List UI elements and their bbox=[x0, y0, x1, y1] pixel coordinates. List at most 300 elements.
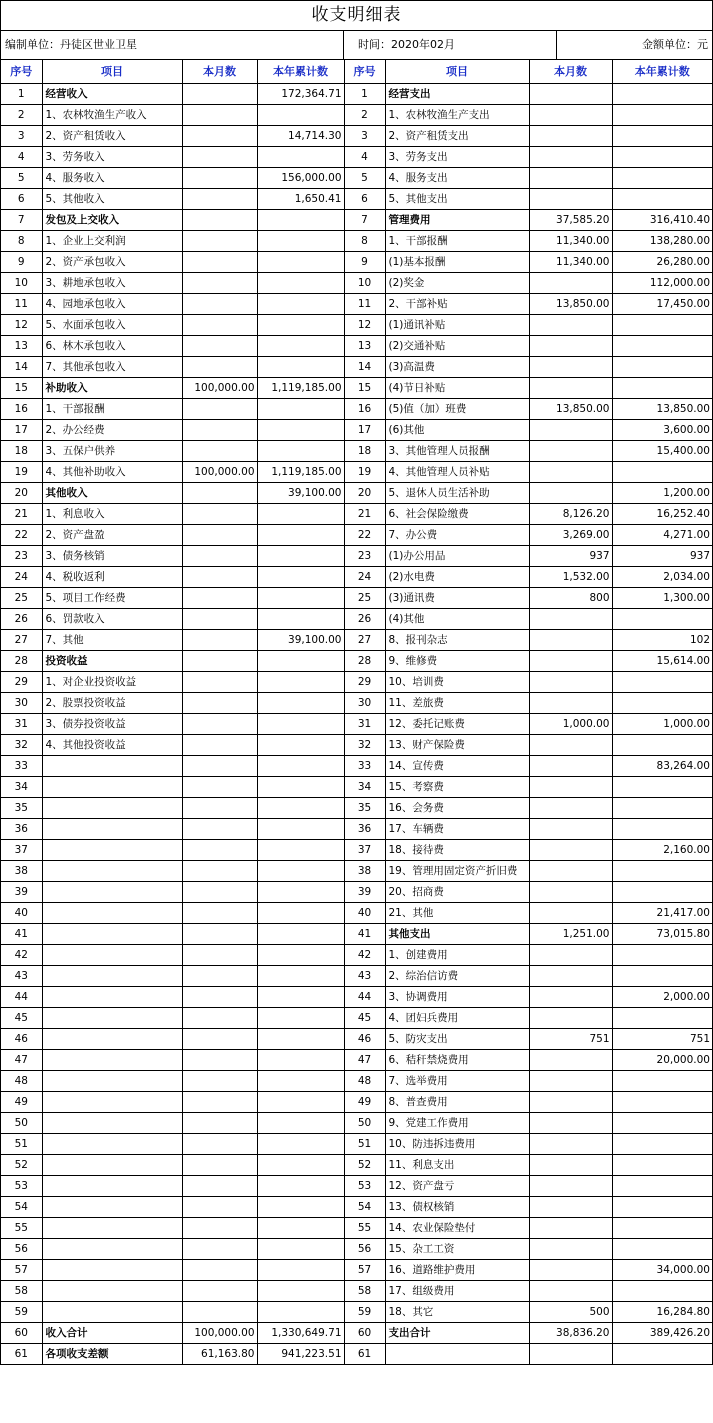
row-seq-right: 13 bbox=[344, 335, 385, 356]
row-income-ytd bbox=[257, 251, 344, 272]
row-income-ytd bbox=[257, 1175, 344, 1196]
row-seq-left: 58 bbox=[1, 1280, 42, 1301]
row-expense-item: 18、其它 bbox=[385, 1301, 529, 1322]
row-income-item: 2、资产承包收入 bbox=[42, 251, 182, 272]
row-seq-left: 30 bbox=[1, 692, 42, 713]
table-row bbox=[1, 1028, 712, 1049]
row-expense-ytd bbox=[612, 1112, 712, 1133]
row-expense-item: 7、选举费用 bbox=[385, 1070, 529, 1091]
row-income-ytd bbox=[257, 1217, 344, 1238]
row-expense-month: 3,269.00 bbox=[529, 524, 612, 545]
row-income-item: 各项收支差额 bbox=[42, 1343, 182, 1364]
table-row bbox=[1, 1280, 712, 1301]
table-row bbox=[1, 251, 712, 272]
header-month-left: 本月数 bbox=[182, 60, 257, 83]
row-seq-right: 7 bbox=[344, 209, 385, 230]
row-expense-month bbox=[529, 755, 612, 776]
row-income-item bbox=[42, 1280, 182, 1301]
row-income-ytd bbox=[257, 1070, 344, 1091]
row-seq-left: 23 bbox=[1, 545, 42, 566]
row-seq-left: 7 bbox=[1, 209, 42, 230]
row-seq-left: 33 bbox=[1, 755, 42, 776]
row-expense-item: (2)奖金 bbox=[385, 272, 529, 293]
row-seq-right: 55 bbox=[344, 1217, 385, 1238]
row-expense-ytd bbox=[612, 125, 712, 146]
row-seq-right: 40 bbox=[344, 902, 385, 923]
row-expense-ytd: 16,252.40 bbox=[612, 503, 712, 524]
table-row bbox=[1, 419, 712, 440]
row-expense-item: (2)水电费 bbox=[385, 566, 529, 587]
row-income-ytd bbox=[257, 671, 344, 692]
row-expense-item: 2、资产租赁支出 bbox=[385, 125, 529, 146]
row-expense-month bbox=[529, 335, 612, 356]
row-seq-left: 27 bbox=[1, 629, 42, 650]
row-income-month bbox=[182, 440, 257, 461]
row-income-item bbox=[42, 881, 182, 902]
row-expense-month: 1,251.00 bbox=[529, 923, 612, 944]
row-expense-ytd bbox=[612, 860, 712, 881]
row-expense-ytd: 16,284.80 bbox=[612, 1301, 712, 1322]
row-expense-ytd bbox=[612, 1154, 712, 1175]
row-expense-month: 13,850.00 bbox=[529, 398, 612, 419]
row-seq-left: 42 bbox=[1, 944, 42, 965]
row-income-ytd bbox=[257, 314, 344, 335]
row-seq-right: 38 bbox=[344, 860, 385, 881]
row-income-ytd bbox=[257, 146, 344, 167]
row-income-month bbox=[182, 314, 257, 335]
row-seq-left: 8 bbox=[1, 230, 42, 251]
row-income-item: 经营收入 bbox=[42, 83, 182, 104]
row-income-item: 收入合计 bbox=[42, 1322, 182, 1343]
row-expense-item: 9、党建工作费用 bbox=[385, 1112, 529, 1133]
table-row bbox=[1, 797, 712, 818]
row-expense-month bbox=[529, 1070, 612, 1091]
row-income-month bbox=[182, 335, 257, 356]
row-income-item bbox=[42, 1028, 182, 1049]
row-expense-ytd bbox=[612, 965, 712, 986]
row-expense-item: 5、其他支出 bbox=[385, 188, 529, 209]
row-expense-item: 6、秸秆禁烧费用 bbox=[385, 1049, 529, 1070]
table-row bbox=[1, 545, 712, 566]
table-row bbox=[1, 776, 712, 797]
row-income-month bbox=[182, 671, 257, 692]
row-income-item bbox=[42, 755, 182, 776]
row-seq-left: 39 bbox=[1, 881, 42, 902]
row-income-item: 4、其他投资收益 bbox=[42, 734, 182, 755]
row-income-ytd bbox=[257, 587, 344, 608]
row-expense-item: 18、接待费 bbox=[385, 839, 529, 860]
row-income-ytd: 1,119,185.00 bbox=[257, 377, 344, 398]
table-row bbox=[1, 377, 712, 398]
table-body bbox=[1, 83, 712, 1364]
row-seq-right: 15 bbox=[344, 377, 385, 398]
row-income-month bbox=[182, 1154, 257, 1175]
row-income-item: 3、五保户供养 bbox=[42, 440, 182, 461]
row-expense-ytd bbox=[612, 461, 712, 482]
row-expense-month bbox=[529, 629, 612, 650]
row-seq-left: 26 bbox=[1, 608, 42, 629]
row-income-month bbox=[182, 692, 257, 713]
row-seq-right: 21 bbox=[344, 503, 385, 524]
row-expense-item: 7、办公费 bbox=[385, 524, 529, 545]
row-seq-right: 17 bbox=[344, 419, 385, 440]
row-seq-left: 35 bbox=[1, 797, 42, 818]
row-income-item bbox=[42, 1154, 182, 1175]
table-row bbox=[1, 923, 712, 944]
row-expense-ytd bbox=[612, 1217, 712, 1238]
row-expense-ytd bbox=[612, 1343, 712, 1364]
row-income-ytd bbox=[257, 1133, 344, 1154]
row-expense-month bbox=[529, 167, 612, 188]
row-expense-ytd bbox=[612, 314, 712, 335]
row-expense-ytd: 316,410.40 bbox=[612, 209, 712, 230]
table-row bbox=[1, 188, 712, 209]
row-expense-item: 12、委托记账费 bbox=[385, 713, 529, 734]
row-expense-ytd bbox=[612, 797, 712, 818]
row-income-ytd bbox=[257, 272, 344, 293]
row-expense-month bbox=[529, 608, 612, 629]
row-income-month bbox=[182, 1007, 257, 1028]
row-income-ytd bbox=[257, 209, 344, 230]
row-seq-right: 47 bbox=[344, 1049, 385, 1070]
row-expense-month bbox=[529, 377, 612, 398]
row-expense-month bbox=[529, 1217, 612, 1238]
row-income-ytd bbox=[257, 1091, 344, 1112]
row-income-month bbox=[182, 1196, 257, 1217]
row-expense-month bbox=[529, 986, 612, 1007]
row-expense-item: (5)值（加）班费 bbox=[385, 398, 529, 419]
row-expense-month bbox=[529, 902, 612, 923]
row-expense-item: 21、其他 bbox=[385, 902, 529, 923]
row-seq-left: 47 bbox=[1, 1049, 42, 1070]
row-expense-item: 17、车辆费 bbox=[385, 818, 529, 839]
row-seq-right: 10 bbox=[344, 272, 385, 293]
row-expense-item: 10、培训费 bbox=[385, 671, 529, 692]
row-income-item bbox=[42, 1133, 182, 1154]
row-seq-left: 41 bbox=[1, 923, 42, 944]
row-income-ytd bbox=[257, 797, 344, 818]
table-row bbox=[1, 1133, 712, 1154]
row-seq-right: 18 bbox=[344, 440, 385, 461]
row-income-item bbox=[42, 860, 182, 881]
row-income-item: 4、其他补助收入 bbox=[42, 461, 182, 482]
row-income-item: 5、水面承包收入 bbox=[42, 314, 182, 335]
row-seq-left: 37 bbox=[1, 839, 42, 860]
table-row bbox=[1, 1259, 712, 1280]
row-income-month bbox=[182, 818, 257, 839]
row-expense-month bbox=[529, 818, 612, 839]
row-income-item: 3、债券投资收益 bbox=[42, 713, 182, 734]
row-seq-right: 11 bbox=[344, 293, 385, 314]
row-expense-ytd bbox=[612, 608, 712, 629]
header-item-right: 项目 bbox=[385, 60, 529, 83]
row-income-ytd bbox=[257, 1196, 344, 1217]
row-seq-left: 43 bbox=[1, 965, 42, 986]
row-expense-month bbox=[529, 440, 612, 461]
row-seq-right: 54 bbox=[344, 1196, 385, 1217]
row-income-month bbox=[182, 482, 257, 503]
row-seq-right: 19 bbox=[344, 461, 385, 482]
row-expense-ytd: 4,271.00 bbox=[612, 524, 712, 545]
row-expense-item: (3)通讯费 bbox=[385, 587, 529, 608]
row-income-ytd bbox=[257, 293, 344, 314]
row-expense-ytd: 13,850.00 bbox=[612, 398, 712, 419]
row-income-month bbox=[182, 755, 257, 776]
table-row bbox=[1, 1301, 712, 1322]
row-seq-right: 36 bbox=[344, 818, 385, 839]
row-expense-month: 13,850.00 bbox=[529, 293, 612, 314]
row-income-ytd bbox=[257, 818, 344, 839]
table-row bbox=[1, 167, 712, 188]
row-income-item bbox=[42, 944, 182, 965]
row-income-ytd: 1,119,185.00 bbox=[257, 461, 344, 482]
row-expense-ytd bbox=[612, 734, 712, 755]
row-seq-left: 45 bbox=[1, 1007, 42, 1028]
row-seq-left: 19 bbox=[1, 461, 42, 482]
row-expense-item: 支出合计 bbox=[385, 1322, 529, 1343]
row-expense-month: 500 bbox=[529, 1301, 612, 1322]
row-seq-left: 20 bbox=[1, 482, 42, 503]
table-row bbox=[1, 440, 712, 461]
row-expense-ytd bbox=[612, 671, 712, 692]
row-expense-item: 1、干部报酬 bbox=[385, 230, 529, 251]
row-income-ytd bbox=[257, 839, 344, 860]
row-income-ytd bbox=[257, 1301, 344, 1322]
row-expense-ytd bbox=[612, 104, 712, 125]
row-expense-ytd bbox=[612, 1091, 712, 1112]
row-expense-item: 14、宣传费 bbox=[385, 755, 529, 776]
row-expense-ytd: 1,000.00 bbox=[612, 713, 712, 734]
row-expense-month bbox=[529, 944, 612, 965]
table-row bbox=[1, 860, 712, 881]
table-row bbox=[1, 356, 712, 377]
row-income-item bbox=[42, 1238, 182, 1259]
row-income-month bbox=[182, 188, 257, 209]
row-income-month bbox=[182, 1259, 257, 1280]
row-expense-ytd bbox=[612, 1070, 712, 1091]
row-seq-right: 28 bbox=[344, 650, 385, 671]
row-expense-item: 5、防灾支出 bbox=[385, 1028, 529, 1049]
row-expense-item: 1、农林牧渔生产支出 bbox=[385, 104, 529, 125]
row-expense-month bbox=[529, 1280, 612, 1301]
row-seq-left: 38 bbox=[1, 860, 42, 881]
row-expense-ytd bbox=[612, 377, 712, 398]
table-row bbox=[1, 125, 712, 146]
row-income-month bbox=[182, 83, 257, 104]
row-income-item: 6、罚款收入 bbox=[42, 608, 182, 629]
row-income-item: 1、对企业投资收益 bbox=[42, 671, 182, 692]
row-income-month bbox=[182, 398, 257, 419]
row-expense-item: 其他支出 bbox=[385, 923, 529, 944]
table-row bbox=[1, 209, 712, 230]
row-income-ytd bbox=[257, 335, 344, 356]
table-row bbox=[1, 1196, 712, 1217]
row-seq-right: 43 bbox=[344, 965, 385, 986]
header-seq-right: 序号 bbox=[344, 60, 385, 83]
row-income-ytd bbox=[257, 944, 344, 965]
row-seq-right: 20 bbox=[344, 482, 385, 503]
row-expense-item: 2、干部补贴 bbox=[385, 293, 529, 314]
row-expense-ytd: 21,417.00 bbox=[612, 902, 712, 923]
row-expense-month bbox=[529, 482, 612, 503]
row-seq-right: 29 bbox=[344, 671, 385, 692]
row-seq-right: 51 bbox=[344, 1133, 385, 1154]
row-income-ytd bbox=[257, 755, 344, 776]
row-seq-left: 4 bbox=[1, 146, 42, 167]
row-income-ytd: 39,100.00 bbox=[257, 629, 344, 650]
row-income-ytd: 172,364.71 bbox=[257, 83, 344, 104]
row-income-ytd bbox=[257, 734, 344, 755]
row-income-month bbox=[182, 545, 257, 566]
row-seq-right: 39 bbox=[344, 881, 385, 902]
row-expense-ytd: 937 bbox=[612, 545, 712, 566]
row-income-item bbox=[42, 776, 182, 797]
row-expense-month bbox=[529, 797, 612, 818]
row-expense-item: 10、防违拆违费用 bbox=[385, 1133, 529, 1154]
row-expense-month bbox=[529, 125, 612, 146]
row-seq-left: 40 bbox=[1, 902, 42, 923]
row-income-ytd bbox=[257, 1049, 344, 1070]
row-seq-left: 48 bbox=[1, 1070, 42, 1091]
row-expense-month bbox=[529, 356, 612, 377]
row-income-month: 100,000.00 bbox=[182, 461, 257, 482]
row-seq-left: 50 bbox=[1, 1112, 42, 1133]
row-income-item bbox=[42, 1259, 182, 1280]
row-seq-left: 6 bbox=[1, 188, 42, 209]
row-expense-item: 1、创建费用 bbox=[385, 944, 529, 965]
row-income-month bbox=[182, 713, 257, 734]
meta-currency: 金额单位：元 bbox=[642, 38, 708, 51]
table-row bbox=[1, 566, 712, 587]
row-income-month bbox=[182, 797, 257, 818]
row-income-item: 补助收入 bbox=[42, 377, 182, 398]
row-expense-item: (3)高温费 bbox=[385, 356, 529, 377]
row-seq-right: 56 bbox=[344, 1238, 385, 1259]
row-income-month bbox=[182, 272, 257, 293]
row-seq-left: 55 bbox=[1, 1217, 42, 1238]
row-income-ytd bbox=[257, 986, 344, 1007]
row-income-month bbox=[182, 293, 257, 314]
row-expense-month: 1,532.00 bbox=[529, 566, 612, 587]
row-income-month bbox=[182, 1028, 257, 1049]
header-row bbox=[1, 60, 712, 83]
table-row bbox=[1, 524, 712, 545]
row-income-item: 2、股票投资收益 bbox=[42, 692, 182, 713]
row-seq-right: 16 bbox=[344, 398, 385, 419]
row-seq-left: 59 bbox=[1, 1301, 42, 1322]
table-row bbox=[1, 608, 712, 629]
row-seq-left: 13 bbox=[1, 335, 42, 356]
row-income-ytd: 156,000.00 bbox=[257, 167, 344, 188]
table-row bbox=[1, 1343, 712, 1364]
row-seq-left: 2 bbox=[1, 104, 42, 125]
row-seq-left: 61 bbox=[1, 1343, 42, 1364]
row-expense-ytd bbox=[612, 356, 712, 377]
row-seq-left: 36 bbox=[1, 818, 42, 839]
row-income-month bbox=[182, 209, 257, 230]
table-row bbox=[1, 839, 712, 860]
table-row bbox=[1, 83, 712, 104]
table-row bbox=[1, 1175, 712, 1196]
table-row bbox=[1, 902, 712, 923]
row-seq-right: 61 bbox=[344, 1343, 385, 1364]
row-expense-ytd bbox=[612, 944, 712, 965]
row-income-ytd bbox=[257, 902, 344, 923]
row-expense-item: (2)交通补贴 bbox=[385, 335, 529, 356]
row-income-month bbox=[182, 1091, 257, 1112]
row-expense-month bbox=[529, 188, 612, 209]
row-income-item bbox=[42, 1217, 182, 1238]
table-row bbox=[1, 734, 712, 755]
row-seq-left: 52 bbox=[1, 1154, 42, 1175]
row-expense-month: 38,836.20 bbox=[529, 1322, 612, 1343]
row-income-item: 7、其他承包收入 bbox=[42, 356, 182, 377]
row-seq-left: 53 bbox=[1, 1175, 42, 1196]
row-income-ytd bbox=[257, 776, 344, 797]
row-income-month bbox=[182, 839, 257, 860]
row-income-item: 7、其他 bbox=[42, 629, 182, 650]
row-expense-month: 937 bbox=[529, 545, 612, 566]
row-expense-month bbox=[529, 1091, 612, 1112]
row-income-month bbox=[182, 986, 257, 1007]
row-income-item bbox=[42, 1007, 182, 1028]
row-expense-item: 经营支出 bbox=[385, 83, 529, 104]
row-income-month bbox=[182, 776, 257, 797]
row-income-item: 2、资产租赁收入 bbox=[42, 125, 182, 146]
row-expense-month: 11,340.00 bbox=[529, 230, 612, 251]
row-expense-item: 3、协调费用 bbox=[385, 986, 529, 1007]
row-income-ytd bbox=[257, 230, 344, 251]
row-income-ytd bbox=[257, 524, 344, 545]
row-expense-month bbox=[529, 965, 612, 986]
row-expense-ytd bbox=[612, 188, 712, 209]
table-row bbox=[1, 398, 712, 419]
sheet-title: 收支明细表 bbox=[1, 1, 712, 31]
row-expense-ytd: 15,400.00 bbox=[612, 440, 712, 461]
row-seq-right: 31 bbox=[344, 713, 385, 734]
row-expense-item: (1)基本报酬 bbox=[385, 251, 529, 272]
row-expense-item: 16、道路维护费用 bbox=[385, 1259, 529, 1280]
header-item-left: 项目 bbox=[42, 60, 182, 83]
meta-row bbox=[1, 31, 712, 60]
table-row bbox=[1, 692, 712, 713]
row-income-month bbox=[182, 923, 257, 944]
row-seq-left: 31 bbox=[1, 713, 42, 734]
row-expense-ytd: 20,000.00 bbox=[612, 1049, 712, 1070]
row-seq-right: 34 bbox=[344, 776, 385, 797]
row-income-item bbox=[42, 902, 182, 923]
table-row bbox=[1, 104, 712, 125]
row-expense-ytd bbox=[612, 1175, 712, 1196]
row-income-month bbox=[182, 104, 257, 125]
row-income-ytd bbox=[257, 545, 344, 566]
row-income-item bbox=[42, 986, 182, 1007]
row-income-ytd: 39,100.00 bbox=[257, 482, 344, 503]
row-seq-right: 60 bbox=[344, 1322, 385, 1343]
row-income-month bbox=[182, 230, 257, 251]
row-expense-item: 11、利息支出 bbox=[385, 1154, 529, 1175]
row-seq-right: 46 bbox=[344, 1028, 385, 1049]
table-row bbox=[1, 587, 712, 608]
row-income-item: 2、办公经费 bbox=[42, 419, 182, 440]
row-seq-left: 17 bbox=[1, 419, 42, 440]
row-income-month: 100,000.00 bbox=[182, 377, 257, 398]
row-expense-ytd: 112,000.00 bbox=[612, 272, 712, 293]
row-income-ytd bbox=[257, 1280, 344, 1301]
row-seq-left: 12 bbox=[1, 314, 42, 335]
header-month-right: 本月数 bbox=[529, 60, 612, 83]
row-expense-ytd bbox=[612, 83, 712, 104]
